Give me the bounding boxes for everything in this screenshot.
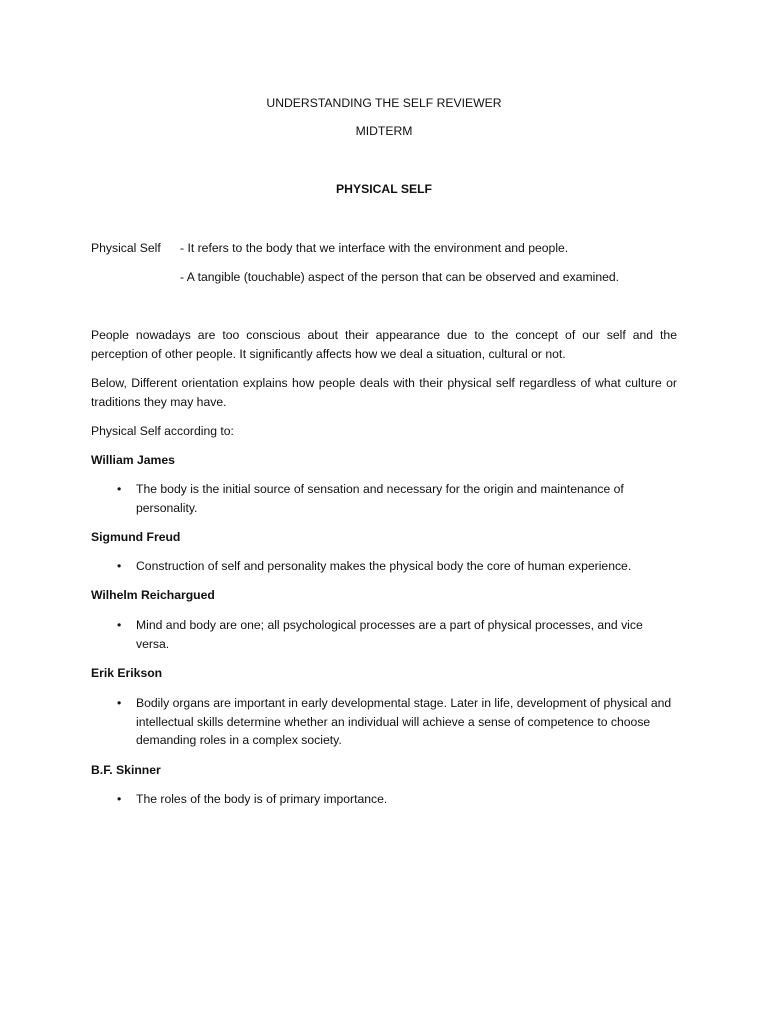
theorist-name: B.F. Skinner <box>91 763 161 777</box>
orientation-paragraph: Below, Different orientation explains how people deals with their physical self regardless of what culture or traditions they may have. <box>91 376 677 409</box>
definition-line-2: - A tangible (touchable) aspect of the person that can be observed and examined. <box>180 270 620 284</box>
section-heading: PHYSICAL SELF <box>336 182 432 196</box>
theorist-name: William James <box>91 453 175 467</box>
theorist-name: Sigmund Freud <box>91 530 181 544</box>
bullet-marker: • <box>117 618 122 632</box>
definition-term: Physical Self <box>91 241 161 255</box>
definition-line-1: - It refers to the body that we interface with the environment and people. <box>180 241 569 255</box>
document-subtitle: MIDTERM <box>355 124 413 138</box>
theorist-point: The body is the initial source of sensation and necessary for the origin and maintenance of personality. <box>136 482 624 515</box>
theorist-point: The roles of the body is of primary importance. <box>136 792 388 806</box>
bullet-marker: • <box>117 792 122 806</box>
theorist-point: Mind and body are one; all psychological processes are a part of physical processes, and vice versa. <box>136 618 643 651</box>
bullet-marker: • <box>117 559 122 573</box>
theorist-point: Bodily organs are important in early developmental stage. Later in life, development of physical and intellectual skills determine whether an individual will achieve a sense of competence to choose demanding roles in a complex society. <box>136 696 672 747</box>
bullet-marker: • <box>117 482 122 496</box>
according-to-line: Physical Self according to: <box>91 424 234 438</box>
theorist-name: Erik Erikson <box>91 666 163 680</box>
intro-paragraph: People nowadays are too conscious about their appearance due to the concept of our self and the perception of other people. It significantly affects how we deal a situation, cultural or not. <box>91 328 677 361</box>
theorist-point: Construction of self and personality makes the physical body the core of human experience. <box>136 559 632 573</box>
document-title: UNDERSTANDING THE SELF REVIEWER <box>266 96 502 110</box>
theorist-name: Wilhelm Reichargued <box>91 588 215 602</box>
bullet-marker: • <box>117 696 122 710</box>
